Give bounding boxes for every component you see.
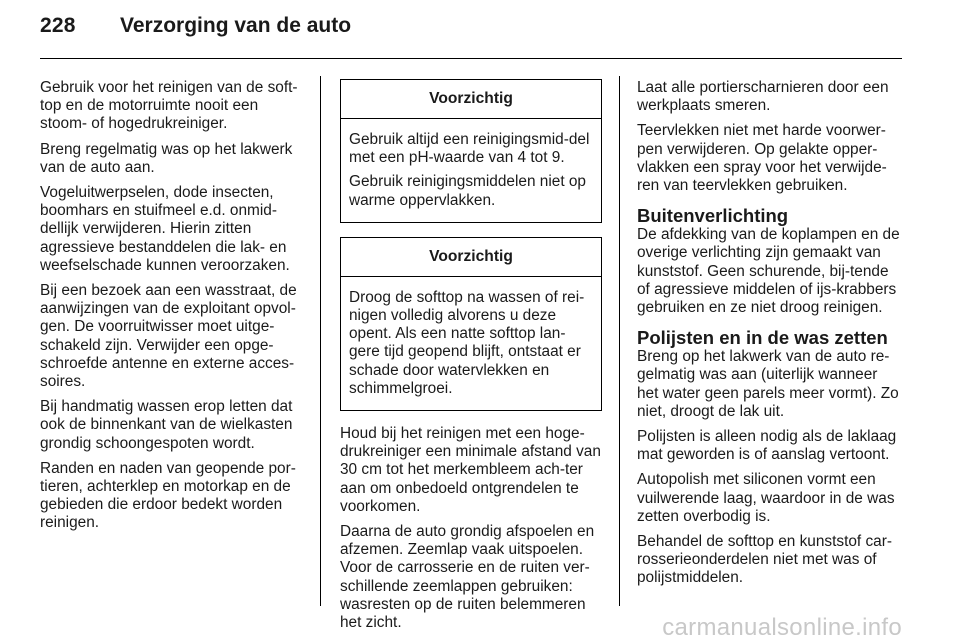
paragraph: Laat alle portierscharnieren door een werkplaats smeren. xyxy=(637,79,889,115)
paragraph: Bij handmatig wassen erop letten dat ook de binnenkant van de wielkasten grondig schoongespoten wordt. xyxy=(40,398,293,452)
column-2 xyxy=(340,79,602,639)
column-3 xyxy=(637,79,902,595)
watermark: carmanualsonline.info xyxy=(662,614,902,641)
paragraph: Polijsten is alleen nodig als de laklaag mat geworden is of aanslag vertoont. xyxy=(637,428,897,464)
caution-body xyxy=(341,119,601,222)
caution-title: Voorzichtig xyxy=(341,238,601,277)
paragraph: Vogeluitwerpselen, dode insecten, boomhars en stuifmeel e.d. onmid-dellijk verwijderen. Hierin zitten agressieve bestanddelen die lak- en weefselschade kunnen veroorzaken. xyxy=(40,184,290,274)
paragraph: Randen en naden van geopende por-tieren, achterklep en motorkap en de gebieden die erdoor bedekt worden reinigen. xyxy=(40,459,296,532)
paragraph: Autopolish met siliconen vormt een vuilwerende laag, waardoor in de was zetten overbodig is. xyxy=(637,471,895,525)
caution-box xyxy=(340,237,602,411)
column-2-text xyxy=(340,425,602,632)
paragraph: Gebruik voor het reinigen van de soft-top en de motorruimte nooit een stoom- of hogedrukreiniger. xyxy=(40,79,298,133)
caution-text: Gebruik altijd een reinigingsmid-del met een pH-waarde van 4 tot 9. xyxy=(349,131,590,167)
paragraph: Breng regelmatig was op het lakwerk van de auto aan. xyxy=(40,140,293,176)
page-header xyxy=(40,14,900,58)
caution-text: Gebruik reinigingsmiddelen niet op warme oppervlakken. xyxy=(349,173,586,209)
caution-body xyxy=(341,277,601,410)
section-heading: Polijsten en in de was zetten xyxy=(637,327,888,349)
section-heading: Buitenverlichting xyxy=(637,205,789,227)
column-1 xyxy=(40,79,304,540)
paragraph: Bij een bezoek aan een wasstraat, de aanwijzingen van de exploitant opvol-gen. De voorruitwisser moet uitge-schakeld zijn. Verwijder een opge-schroefde antenne en externe acces-soires. xyxy=(40,282,297,391)
caution-title: Voorzichtig xyxy=(341,80,601,119)
header-rule xyxy=(40,58,902,59)
column-divider-2 xyxy=(619,76,620,606)
page-number: 228 xyxy=(40,14,76,37)
column-divider-1 xyxy=(320,76,321,606)
paragraph: Houd bij het reinigen met een hoge-drukreiniger een minimale afstand van 30 cm tot het merkembleem ach-ter aan om onbedoeld ontgrendelen te voorkomen. xyxy=(340,425,601,515)
paragraph: Breng op het lakwerk van de auto re-gelmatig was aan (uiterlijk wanneer het water geen parels meer vormt). Zo niet, droogt de lak uit. xyxy=(637,348,899,420)
caution-text: Droog de softtop na wassen of rei-nigen volledig alvorens u deze opent. Als een natte softtop lan-gere tijd geopend blijft, ontstaat er schade door watervlekken en schimmelgroei. xyxy=(349,288,585,397)
page-title: Verzorging van de auto xyxy=(120,14,352,37)
paragraph: Behandel de softtop en kunststof car-rosserieonderdelen niet met was of polijstmiddelen. xyxy=(637,533,892,587)
paragraph: Daarna de auto grondig afspoelen en afzemen. Zeemlap vaak uitspoelen. Voor de carrosserie en de ruiten ver-schillende zeemlappen gebruiken: wasresten op de ruiten belemmeren het zicht. xyxy=(340,523,595,632)
caution-box xyxy=(340,79,602,223)
paragraph: Teervlekken niet met harde voorwer-pen verwijderen. Op gelakte opper-vlakken een spray voor het verwijde-ren van teervlekken gebruiken. xyxy=(637,122,887,195)
paragraph: De afdekking van de koplampen en de overige verlichting zijn gemaakt van kunststof. Geen schurende, bij-tende of agressieve middelen of ijs-krabbers gebruiken en ze niet droog reinigen. xyxy=(637,226,900,317)
